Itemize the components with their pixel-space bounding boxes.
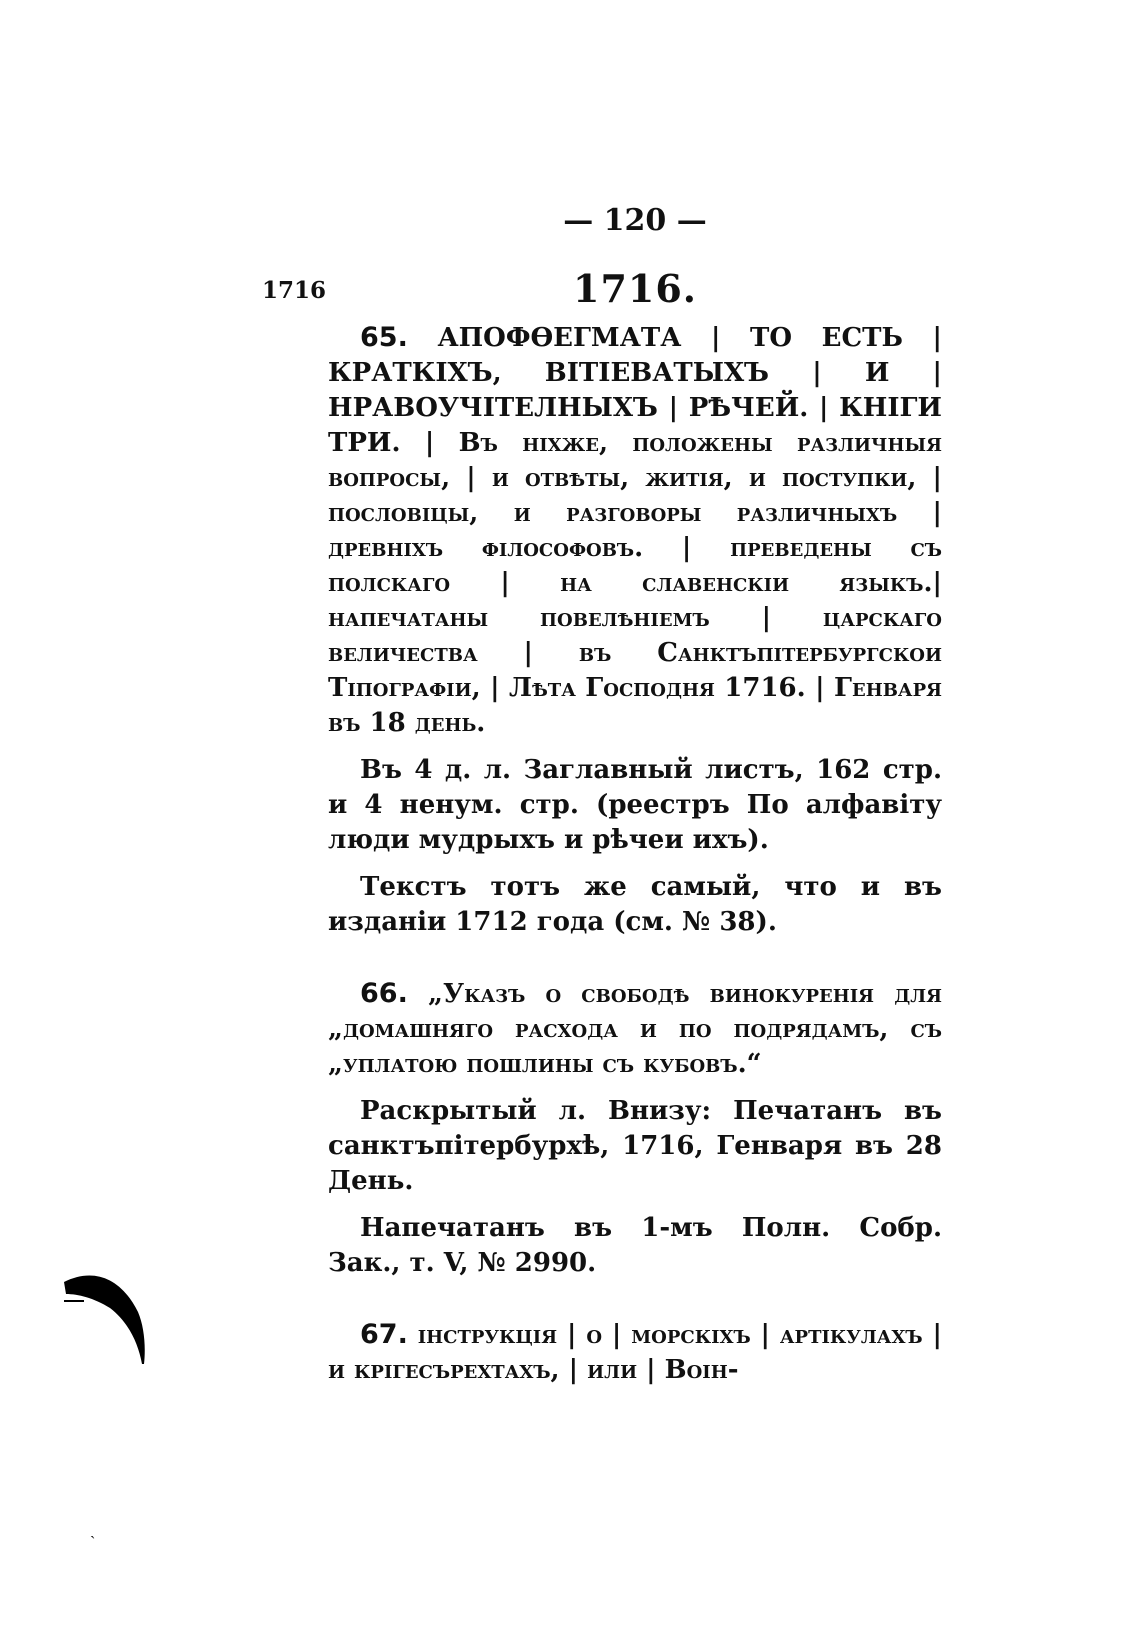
entry-65	[328, 320, 942, 741]
ink-speck: ˏ	[90, 1520, 96, 1539]
main-text	[328, 320, 942, 1388]
year-heading: 1716.	[573, 266, 697, 311]
entry-title: АПОФѲЕГМАТА | ТО ЕСТЬ | КРАТКІХЪ, ВІТІЕВАТЫХЪ | И | НРАВОУЧІТЕЛНЫХЪ | РѢЧЕЙ. | КНІГИ ТРИ. | Въ ніхже, положены различныя вопросы, | и отвѣты, житія, и поступки, | пословіцы, и разговоры различныхъ | древніхъ філософовъ. | преведены съ полскаго | на славенскіи языкъ.| напечатаны повелѣніемъ | царскаго величества | въ Санктъпітербургскои Тіпографіи, | Лѣта Господня 1716. | Генваря въ 18 день.	[328, 323, 943, 738]
entry-66	[328, 976, 942, 1082]
margin-year: 1716	[262, 277, 327, 304]
entry-note: Напечатанъ въ 1-мъ Полн. Собр. Зак., т. V, № 2990.	[328, 1213, 942, 1278]
ink-stroke-mark	[62, 1268, 150, 1368]
entry-number: 65.	[360, 322, 408, 353]
entry-title: „Указъ о свободѣ винокуренія для „домашняго расхода и по подрядамъ, съ „уплатою пошлины съ кубовъ.“	[328, 979, 942, 1079]
entry-number: 66.	[360, 978, 408, 1009]
entry-title: інструкція | о | морскіхъ | артікулахъ | и крігесърехтахъ, | или | Воін-	[328, 1320, 942, 1385]
entry-67	[328, 1317, 942, 1388]
entry-note: Раскрытый л. Внизу: Печатанъ въ санктъпітербурхѣ, 1716, Генваря въ 28 День.	[328, 1096, 942, 1196]
entry-note: Въ 4 д. л. Заглавный листъ, 162 стр. и 4 ненум. стр. (реестръ По алфавіту люди мудрыхъ и рѣчеи ихъ).	[328, 755, 942, 855]
entry-note: Текстъ тотъ же самый, что и въ изданіи 1712 года (см. № 38).	[328, 872, 942, 937]
page-number: — 120 —	[563, 203, 707, 238]
entry-number: 67.	[360, 1319, 408, 1350]
